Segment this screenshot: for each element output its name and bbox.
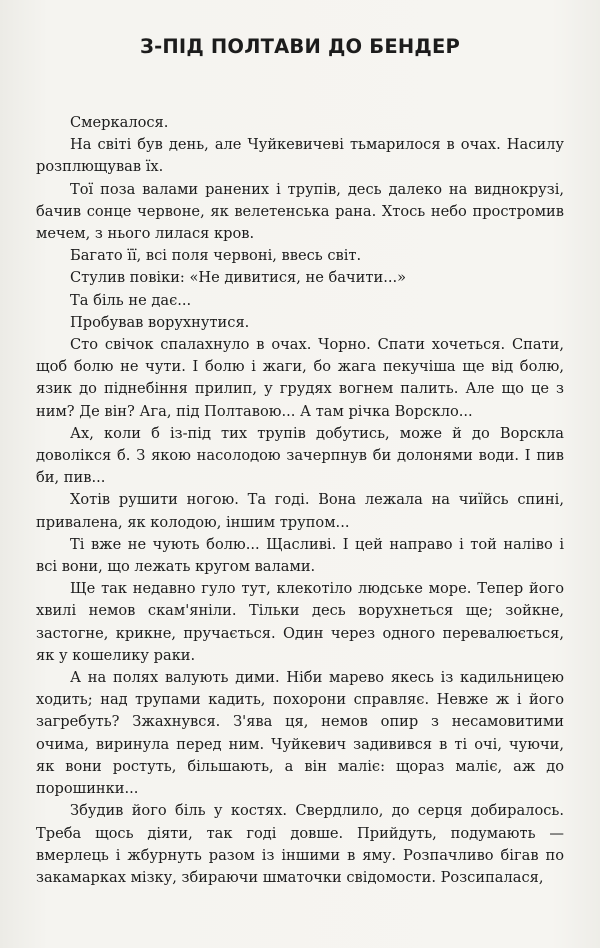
paragraph: Пробував ворухнутися. bbox=[70, 313, 250, 331]
paragraph: Ті вже не чують болю... Щасливі. І цей направо і той наліво і всі вони, що лежать кругом валами. bbox=[36, 535, 564, 576]
chapter-text bbox=[36, 112, 564, 889]
paragraph: А на полях валують дими. Ніби марево якесь із кадильницею ходить; над трупами кадить, похорони справляє. Невже ж і його загребуть? Зжахнувся. З'явa ця, немов опир з несамовитими очима, виринула перед ним. Чуйкевич задивився в ті очі, чуючи, як вони ростуть, більшають, а він маліє: щораз маліє, аж до порошинки... bbox=[36, 669, 564, 798]
paragraph: Та біль не дає... bbox=[70, 291, 192, 309]
paragraph: На світі був день, але Чуйкевичеві тьмарилося в очах. Насилу розплющував їх. bbox=[36, 136, 564, 176]
paragraph: Сто свічок спалахнуло в очах. Чорно. Спати хочеться. Спати, щоб болю не чути. І болю і жаги, бо жага пекучіша ще від болю, язик до піднебіння прилип, у грудях вогнем палить. Але що це з ним? Де він? Ага, під Полтавою... А там річка Ворскло... bbox=[36, 336, 564, 420]
paragraph: Стулив повіки: «Не дивитися, не бачити...» bbox=[70, 269, 407, 287]
paragraph: Смеркалося. bbox=[70, 114, 169, 131]
paragraph: Тої поза валами ранених і трупів, десь далеко на виднокрузі, бачив сонце червоне, як велетенська рана. Хтось небо простромив мечем, з нього лилася кров. bbox=[36, 180, 564, 243]
paragraph: Багато її, всі поля червоні, ввесь світ. bbox=[70, 247, 362, 265]
paragraph: Ще так недавно гуло тут, клекотіло людське море. Тепер його хвилі немов скам'яніли. Тільки десь ворухнеться ще; зойкне, застогне, крикне, пручається. Один через одного перевалюється, як у кошелику раки. bbox=[36, 580, 564, 664]
chapter-title: З-ПІД ПОЛТАВИ ДО БЕНДЕР bbox=[140, 35, 460, 58]
paragraph: Ах, коли б із-під тих трупів добутись, може й до Ворскла доволікся б. З якою насолодою зачерпнув би долонями води. І пив би, пив... bbox=[36, 424, 564, 487]
paragraph: Хотів рушити ногою. Та годі. Вона лежала на чиїйсь спині, привалена, як колодою, іншим трупом... bbox=[36, 491, 564, 531]
paragraph: Збудив його біль у костях. Свердлило, до серця добиралось. Треба щось діяти, так годі довше. Прийдуть, подумають — вмерлець і жбурнуть разом із іншими в яму. Розпачливо бігав по закамарках мізку, збираючи шматочки свідомости. Розсипалася, bbox=[36, 802, 564, 886]
